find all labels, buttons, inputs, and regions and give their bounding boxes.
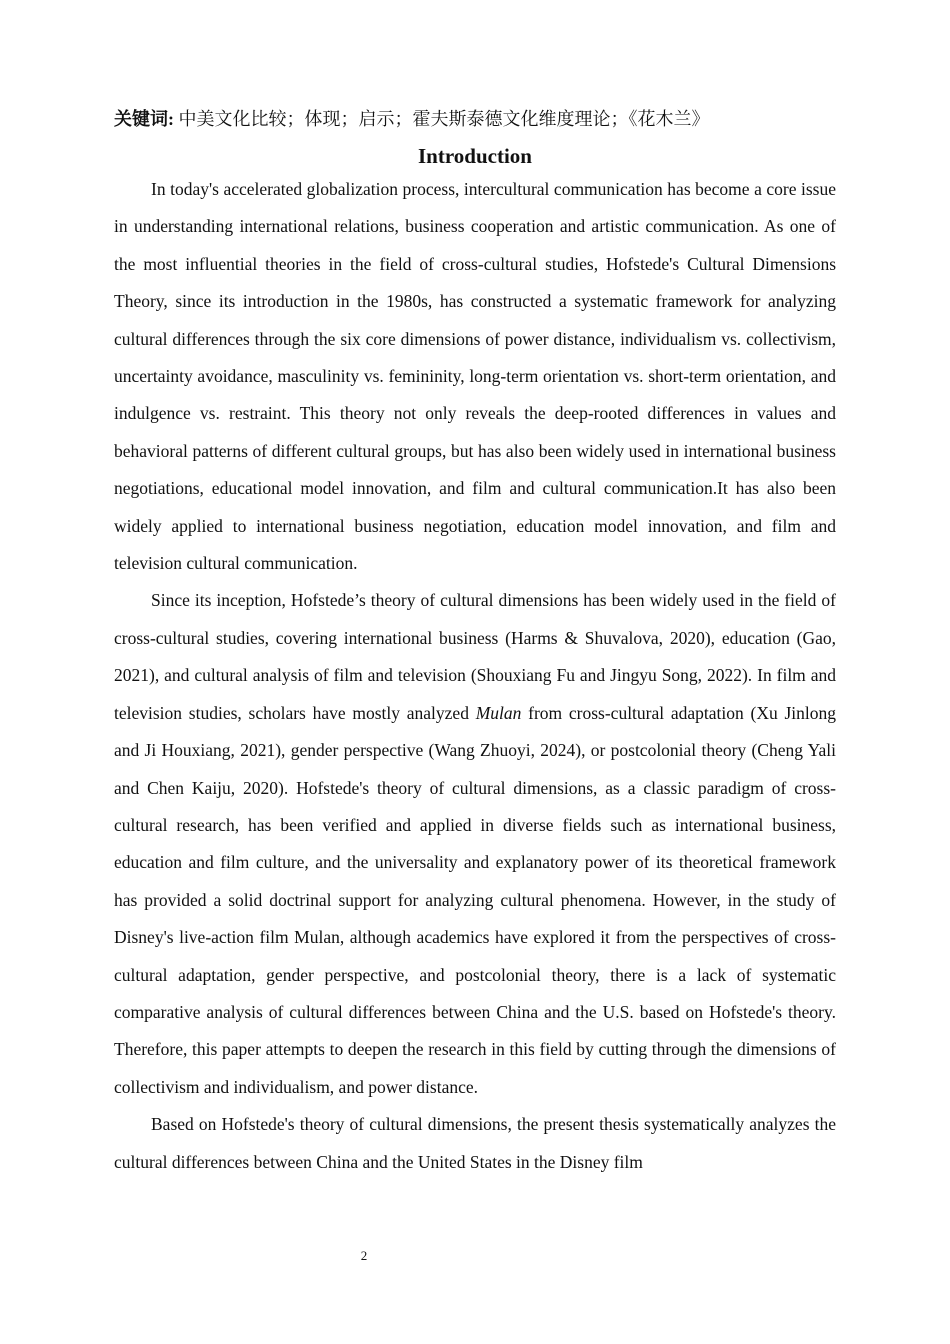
page-number: 2	[360, 1248, 368, 1263]
keywords-terms: 中美文化比较；体现；启示；霍夫斯泰德文化维度理论；《花木兰》	[174, 109, 710, 129]
paragraph-2-text-b: from cross-cultural adaptation (Xu Jinlong and Ji Houxiang, 2021), gender perspective (Wang Zhuoyi, 2024), or postcolonial theory (Cheng Yali and Chen Kaiju, 2020). Hofstede's theory of cultural dimensions, as a classic paradigm of cross-cultural research, has been verified and applied in diverse fields such as international business, education and film culture, and the universality and explanatory power of its theoretical framework has provided a solid doctrinal support for analyzing cultural phenomena. However, in the study of Disney's live-action film Mulan, although academics have explored it from the perspectives of cross-cultural adaptation, gender perspective, and postcolonial theory, there is a lack of systematic comparative analysis of cultural differences between China and the U.S. based on Hofstede's theory. Therefore, this paper attempts to deepen the research in this field by cutting through the dimensions of collectivism and individualism, and power distance.	[114, 702, 836, 1097]
keywords-line	[114, 106, 836, 132]
film-title-italic: Mulan	[475, 702, 522, 723]
body-text	[114, 171, 836, 1181]
paragraph-2	[114, 582, 836, 1106]
paragraph-3: Based on Hofstede's theory of cultural dimensions, the present thesis systematically analyzes the cultural differences between China and the United States in the Disney film	[114, 1114, 836, 1172]
paragraph-2-text-a: Since its inception, Hofstede’s theory of cultural dimensions has been widely used in the field of cross-cultural studies, covering international business (Harms & Shuvalova, 2020), education (Gao, 2021), and cultural analysis of film and television (Shouxiang Fu and Jingyu Song, 2022). In film and television studies, scholars have mostly analyzed	[114, 590, 836, 723]
keywords-label: 关键词:	[114, 109, 174, 129]
section-heading: Introduction	[418, 144, 532, 168]
paragraph-1: In today's accelerated globalization process, intercultural communication has become a core issue in understanding international relations, business cooperation and artistic communication. As one of the most influential theories in the field of cross-cultural studies, Hofstede's Cultural Dimensions Theory, since its introduction in the 1980s, has constructed a systematic framework for analyzing cultural differences through the six core dimensions of power distance, individualism vs. collectivism, uncertainty avoidance, masculinity vs. femininity, long-term orientation vs. short-term orientation, and indulgence vs. restraint. This theory not only reveals the deep-rooted differences in values and behavioral patterns of different cultural groups, but has also been widely used in international business negotiations, educational model innovation, and film and cultural communication.It has also been widely applied to international business negotiation, education model innovation, and film and television cultural communication.	[114, 179, 836, 574]
